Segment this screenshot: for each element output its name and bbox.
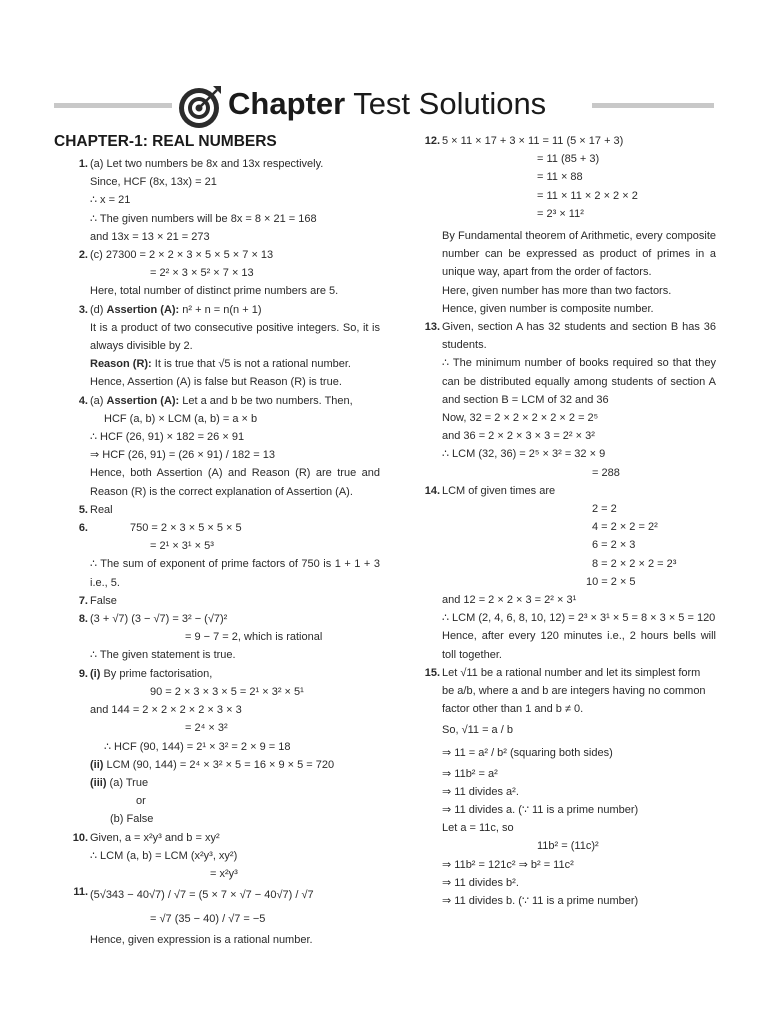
header-rule-left [54,103,172,108]
right-column [406,132,716,910]
solution-9: 9. (i) By prime factorisation, 90 = 2 × 3 × 3 × 5 = 2¹ × 3² × 5¹ and 144 = 2 × 2 × 2 × 2 × 3 × 3 = 2⁴ × 3² ∴ HCF (90, 144) = 2¹ × 3² = 2 × 9 = 18 (ii) LCM (90, 144) = 2⁴ × 3² × 5 = 16 × 9 × 5 = 720 (iii) (a) True or (b) False [78,667,335,826]
solution-7: 7. False [78,594,117,607]
page-title: Chapter Test Solutions [228,86,547,121]
solution-10: 10. Given, a = x²y³ and b = xy² ∴ LCM (a, b) = LCM (x²y³, xy²) = x²y³ [72,831,238,880]
solution-3: 3. (d) Assertion (A): n² + n = n(n + 1) It is a product of two consecutive positive integers. So, it is always divisible by 2. Reason (R): It is true that √5 is not a rational number. Hence, Assertion (A) is false but Reason (R) is true. [78,303,380,389]
solution-8: 8. (3 + √7) (3 − √7) = 3² − (√7)² = 9 − 7 = 2, which is rational ∴ The given statement is true. [78,613,323,662]
solution-11: 11. (5√343 − 40√7) / √7 = (5 × 7 × √7 − 40√7) / √7 = √7 (35 − 40) / √7 = −5 Hence, given expression is a rational number. [73,886,314,947]
solution-5: 5. Real [78,503,113,516]
left-column [54,132,380,949]
target-icon [177,84,223,130]
solution-4: 4. (a) Assertion (A): Let a and b be two numbers. Then, HCF (a, b) × LCM (a, b) = a × b ∴ HCF (26, 91) × 182 = 26 × 91 ⇒ HCF (26, 91) = (26 × 91) / 182 = 13 Hence, both Assertion (A) and Reason (R) are true and Reason (R) is the correct explanation of Assertion (A). [78,394,380,498]
solution-15: 15. Let √11 be a rational number and let its simplest form be a/b, where a and b are integers having no common factor other than 1 and b ≠ 0. So, √11 = a / b ⇒ 11 = a² / b² (squaring both sides) ⇒ 11b² = a² ⇒ 11 divides a². ⇒ 11 divides a. (∵ 11 is a prime number) Let a = 11c, so 11b² = (11c)² ⇒ 11b² = 121c² ⇒ b² = 11c² ⇒ 11 divides b². ⇒ 11 divides b. (∵ 11 is a prime number) [424,666,706,907]
solution-6: 6. 750 = 2 × 3 × 5 × 5 × 5 = 2¹ × 3¹ × 5³ ∴ The sum of exponent of prime factors of 750 is 1 + 1 + 3 i.e., 5. [78,522,380,589]
solution-12: 12. 5 × 11 × 17 + 3 × 11 = 11 (5 × 17 + 3) = 11 (85 + 3) = 11 × 88 = 11 × 11 × 2 × 2 × 2 = 2³ × 11² By Fundamental theorem of Arithmetic, every composite number can be expressed as product of primes in a unique way, apart from the order of factors. Here, given number has more than two factors. Hence, given number is composite number. [424,135,716,315]
chapter-heading: CHAPTER-1: REAL NUMBERS [54,133,277,150]
chapter-header [0,84,768,130]
solution-1: 1. (a) Let two numbers be 8x and 13x respectively. Since, HCF (8x, 13x) = 21 ∴ x = 21 ∴ The given numbers will be 8x = 8 × 21 = 168 and 13x = 13 × 21 = 273 [78,158,324,243]
header-rule-right [592,103,714,108]
solution-13: 13. Given, section A has 32 students and section B has 36 students. ∴ The minimum number of books required so that they can be distributed equally among students of section A and section B = LCM of 32 and 36 Now, 32 = 2 × 2 × 2 × 2 × 2 = 2⁵ and 36 = 2 × 2 × 3 × 3 = 2² × 3² ∴ LCM (32, 36) = 2⁵ × 3² = 32 × 9 = 288 [424,321,716,479]
solution-2: 2. (c) 27300 = 2 × 2 × 3 × 5 × 5 × 7 × 13 = 2² × 3 × 5² × 7 × 13 Here, total number of distinct prime numbers are 5. [78,249,339,298]
solution-14: 14. LCM of given times are 2 = 2 4 = 2 × 2 = 2² 6 = 2 × 3 8 = 2 × 2 × 2 = 2³ 10 = 2 × 5 and 12 = 2 × 2 × 3 = 2² × 3¹ ∴ LCM (2, 4, 6, 8, 10, 12) = 2³ × 3¹ × 5 = 8 × 3 × 5 = 120 Hence, after every 120 minutes i.e., 2 hours bells will toll together. [424,484,716,661]
